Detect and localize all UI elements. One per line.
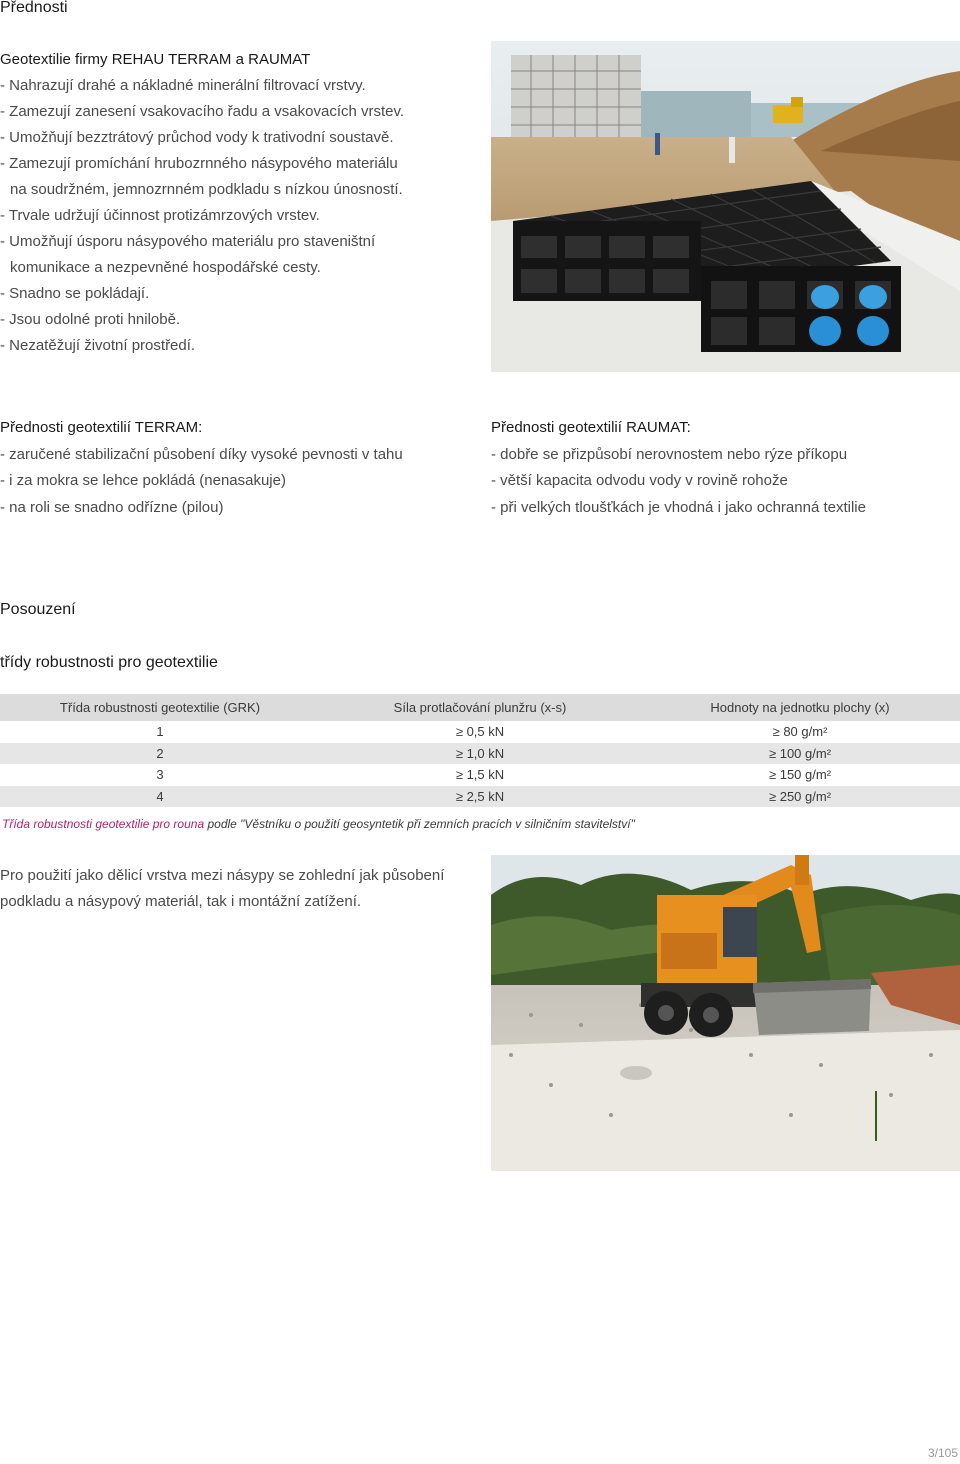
- raumat-heading: Přednosti geotextilií RAUMAT:: [491, 419, 691, 436]
- list-item: - zaručené stabilizační působení díky vysoké pevnosti v tahu: [0, 445, 403, 463]
- table-row: [0, 721, 960, 743]
- table-row: [0, 764, 960, 786]
- photo-drainage-blocks: [491, 41, 960, 372]
- raumat-advantages: [491, 415, 866, 521]
- list-item: komunikace a nezpevněné hospodářské cesty.: [10, 259, 321, 276]
- table-cell: ≥ 0,5 kN: [455, 724, 505, 740]
- table-cell: ≥ 250 g/m²: [640, 786, 960, 808]
- usage-paragraph: [0, 863, 444, 915]
- page-number: 3/105: [927, 1446, 958, 1460]
- list-item: - Nezatěžují životní prostředí.: [0, 337, 196, 354]
- table-cell: 3: [156, 767, 164, 783]
- list-item: - Jsou odolné proti hnilobě.: [0, 311, 181, 328]
- table-header-row: [0, 694, 960, 721]
- column-header: Třída robustnosti geotextilie (GRK): [0, 694, 320, 721]
- paragraph-line: podkladu a násypový materiál, tak i montážní zatížení.: [0, 893, 362, 910]
- table-cell: ≥ 1,0 kN: [320, 743, 640, 765]
- table-cell: ≥ 1,5 kN: [455, 767, 505, 783]
- paragraph-line: Pro použití jako dělicí vrstva mezi násypy se zohlední jak působení: [0, 867, 445, 884]
- intro-list: [0, 47, 404, 359]
- section-title-posouzeni: Posouzení: [0, 601, 76, 618]
- list-item: - při velkých tloušťkách je vhodná i jako ochranná textilie: [491, 498, 866, 516]
- table-cell: ≥ 80 g/m²: [772, 724, 828, 740]
- list-item: na soudržném, jemnozrnném podkladu s nízkou únosností.: [10, 181, 403, 198]
- photo-excavator: [491, 855, 960, 1171]
- note-text: podle "Věstníku o použití geosyntetik při zemních pracích v silničním stavitelství": [207, 817, 635, 831]
- table-cell: 4: [0, 786, 320, 808]
- robustness-table: [0, 694, 960, 807]
- list-item: - Umožňují bezztrátový průchod vody k trativodní soustavě.: [0, 129, 394, 146]
- table-cell: ≥ 150 g/m²: [768, 767, 832, 783]
- table-cell: 2: [0, 743, 320, 765]
- terram-advantages: [0, 415, 403, 521]
- terram-heading: Přednosti geotextilií TERRAM:: [0, 419, 203, 436]
- list-item: - na roli se snadno odřízne (pilou): [0, 498, 224, 516]
- table-row: [0, 743, 960, 765]
- intro-heading: Geotextilie firmy REHAU TERRAM a RAUMAT: [0, 51, 311, 68]
- table-cell: 1: [156, 724, 164, 740]
- list-item: - Trvale udržují účinnost protizámrzových vrstev.: [0, 207, 320, 224]
- list-item: - Snadno se pokládají.: [0, 285, 150, 302]
- section-title-prednosti: Přednosti: [0, 0, 68, 16]
- list-item: - Nahrazují drahé a nákladné minerální filtrovací vrstvy.: [0, 77, 366, 94]
- table-cell: ≥ 100 g/m²: [640, 743, 960, 765]
- list-item: - větší kapacita odvodu vody v rovině rohože: [491, 472, 788, 489]
- list-item: - Zamezují promíchání hrubozrnného násypového materiálu: [0, 155, 398, 172]
- table-cell: ≥ 2,5 kN: [320, 786, 640, 808]
- list-item: - Zamezují zanesení vsakovacího řadu a vsakovacích vrstev.: [0, 103, 405, 120]
- column-header: Hodnoty na jednotku plochy (x): [640, 694, 960, 721]
- note-highlight: Třída robustnosti geotextilie pro rouna: [2, 817, 205, 831]
- column-header: Síla protlačování plunžru (x-s): [320, 694, 640, 721]
- list-item: - dobře se přizpůsobí nerovnostem nebo rýze příkopu: [491, 445, 848, 463]
- table-row: [0, 786, 960, 808]
- section-subtitle: třídy robustnosti pro geotextilie: [0, 654, 218, 671]
- list-item: - i za mokra se lehce pokládá (nenasakuje): [0, 472, 286, 489]
- table-note: [2, 817, 635, 831]
- list-item: - Umožňují úsporu násypového materiálu pro staveništní: [0, 233, 376, 250]
